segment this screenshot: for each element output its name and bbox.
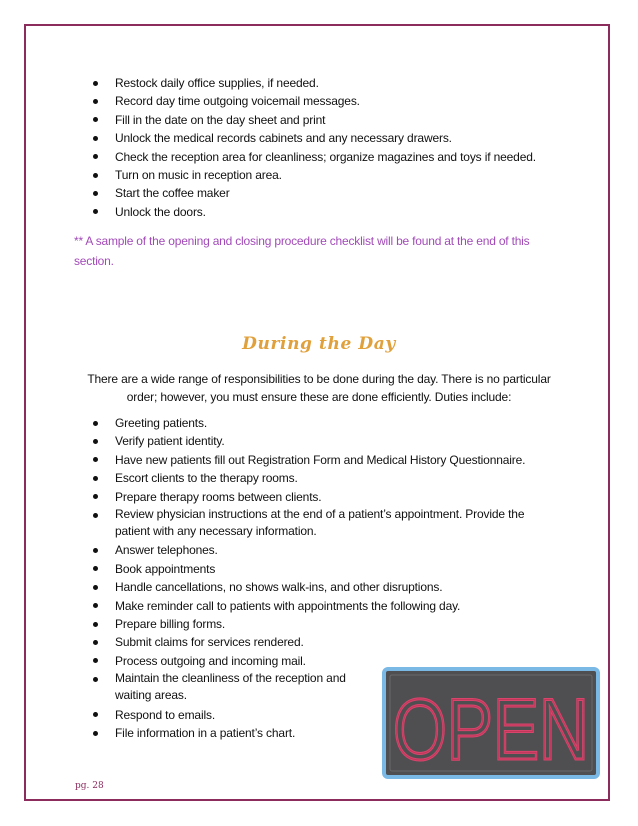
list-item: Have new patients fill out Registration Form and Medical History Questionnaire. — [78, 451, 561, 469]
list-item: Unlock the doors. — [78, 203, 536, 221]
list-item: Respond to emails. — [78, 706, 561, 724]
list-item: Submit claims for services rendered. — [78, 633, 561, 651]
checklist-note: ** A sample of the opening and closing procedure checklist will be found at the end of this section. — [74, 234, 530, 268]
sign-neon-text: OPEN — [393, 682, 589, 778]
list-item: Process outgoing and incoming mail. — [78, 652, 561, 670]
sign-neon-glow: OPEN — [393, 682, 589, 778]
list-item: Start the coffee maker — [78, 184, 536, 202]
list-item: File information in a patient’s chart. — [78, 724, 561, 742]
list-item: Review physician instructions at the end of a patient’s appointment. Provide the patient with any necessary information. — [78, 506, 561, 540]
list-item: Record day time outgoing voicemail messages. — [78, 92, 536, 110]
list-item: Handle cancellations, no shows walk-ins, and other disruptions. — [78, 578, 561, 596]
list-item: Verify patient identity. — [78, 432, 561, 450]
list-item: Escort clients to the therapy rooms. — [78, 469, 561, 487]
section-heading: During the Day — [242, 334, 396, 354]
list-item: Maintain the cleanliness of the reception and waiting areas. — [78, 670, 365, 704]
page-number: pg. 28 — [75, 781, 104, 791]
open-sign-image — [381, 666, 601, 780]
list-item: Unlock the medical records cabinets and any necessary drawers. — [78, 129, 536, 147]
list-item: Make reminder call to patients with appointments the following day. — [78, 597, 561, 615]
list-item: Fill in the date on the day sheet and print — [78, 111, 536, 129]
list-item: Prepare billing forms. — [78, 615, 561, 633]
list-item: Book appointments — [78, 560, 561, 578]
intro-paragraph — [58, 370, 580, 406]
list-item: Answer telephones. — [78, 541, 561, 559]
list-item: Check the reception area for cleanliness; organize magazines and toys if needed. — [78, 148, 536, 166]
list-item: Turn on music in reception area. — [78, 166, 536, 184]
list-item: Greeting patients. — [78, 414, 561, 432]
intro-line: There are a wide range of responsibilities to be done during the day. There is no particular — [87, 372, 551, 386]
list-item: Prepare therapy rooms between clients. — [78, 488, 561, 506]
opening-checklist — [78, 74, 536, 221]
list-item: Restock daily office supplies, if needed. — [78, 74, 536, 92]
intro-line: order; however, you must ensure these are done efficiently. Duties include: — [126, 390, 512, 404]
